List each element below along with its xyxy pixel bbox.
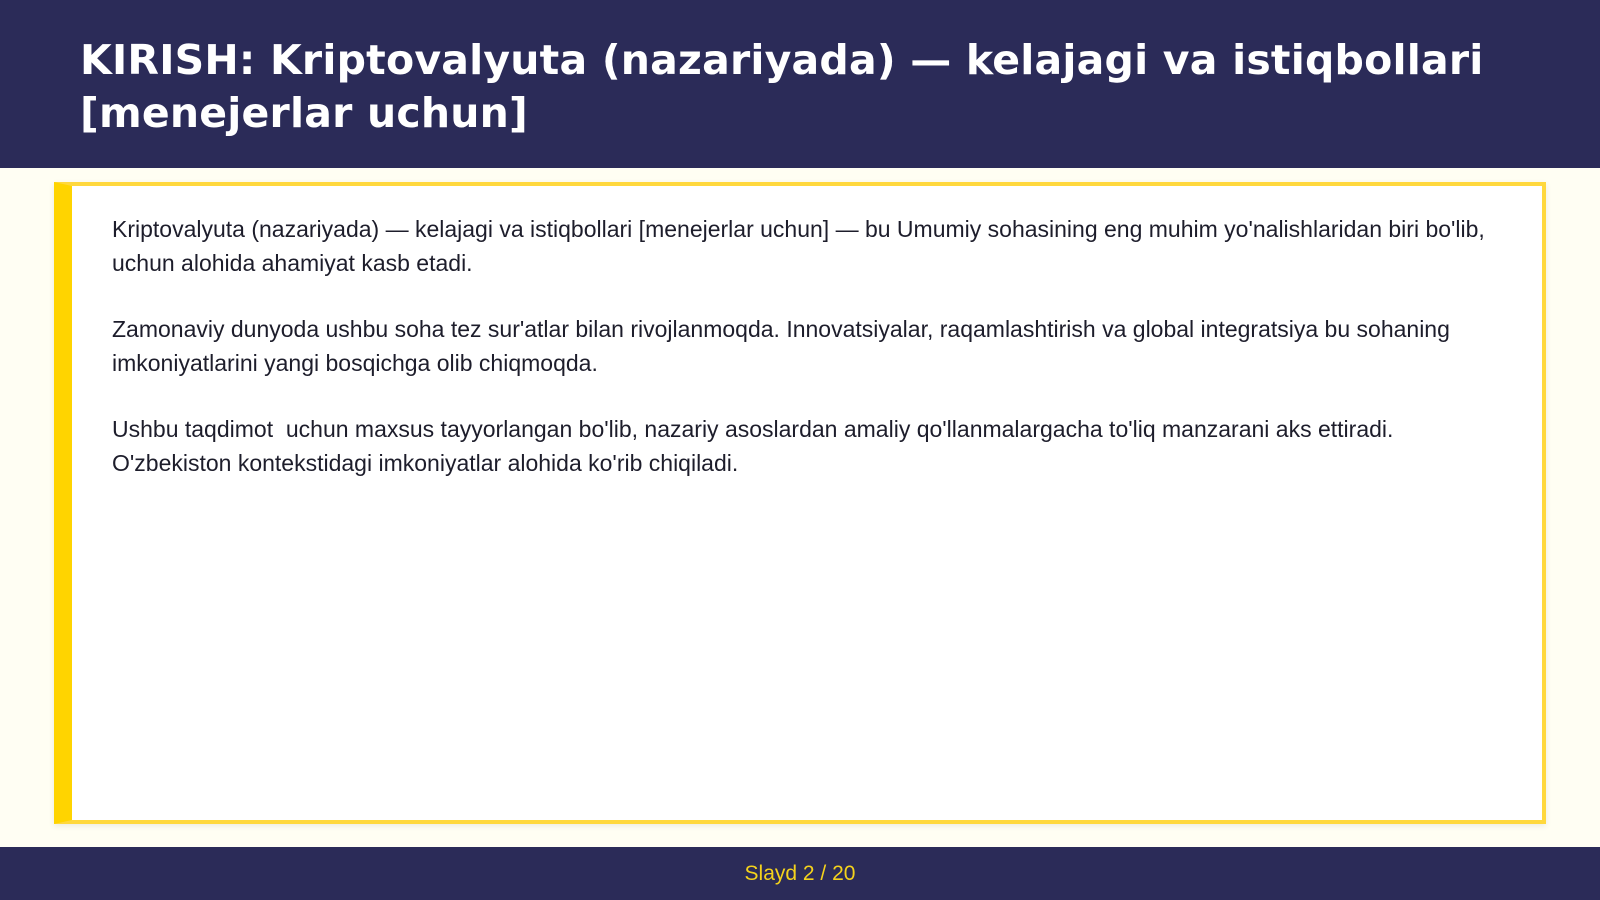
- slide-title: KIRISH: Kriptovalyuta (nazariyada) — kelajagi va istiqbollari [menejerlar uchun]: [80, 36, 1484, 137]
- slide-header: [0, 0, 1600, 168]
- paragraph-presentation-purpose: Ushbu taqdimot uchun maxsus tayyorlangan bo'lib, nazariy asoslardan amaliy qo'llanmalargacha to'liq manzarani aks ettiradi. O'zbekiston kontekstidagi imkoniyatlar alohida ko'rib chiqiladi.: [112, 416, 1400, 476]
- content-body: [112, 212, 1498, 512]
- paragraph-intro: Kriptovalyuta (nazariyada) — kelajagi va istiqbollari [menejerlar uchun] — bu Umumiy sohasining eng muhim yo'nalishlaridan biri bo'lib, uchun alohida ahamiyat kasb etadi.: [112, 216, 1498, 276]
- paragraph-modern-world: Zamonaviy dunyoda ushbu soha tez sur'atlar bilan rivojlanmoqda. Innovatsiyalar, raqamlashtirish va global integratsiya bu sohaning imkoniyatlarini yangi bosqichga olib chiqmoqda.: [112, 316, 1457, 376]
- slide-footer: [0, 847, 1600, 900]
- slide-counter: Slayd 2 / 20: [744, 862, 856, 885]
